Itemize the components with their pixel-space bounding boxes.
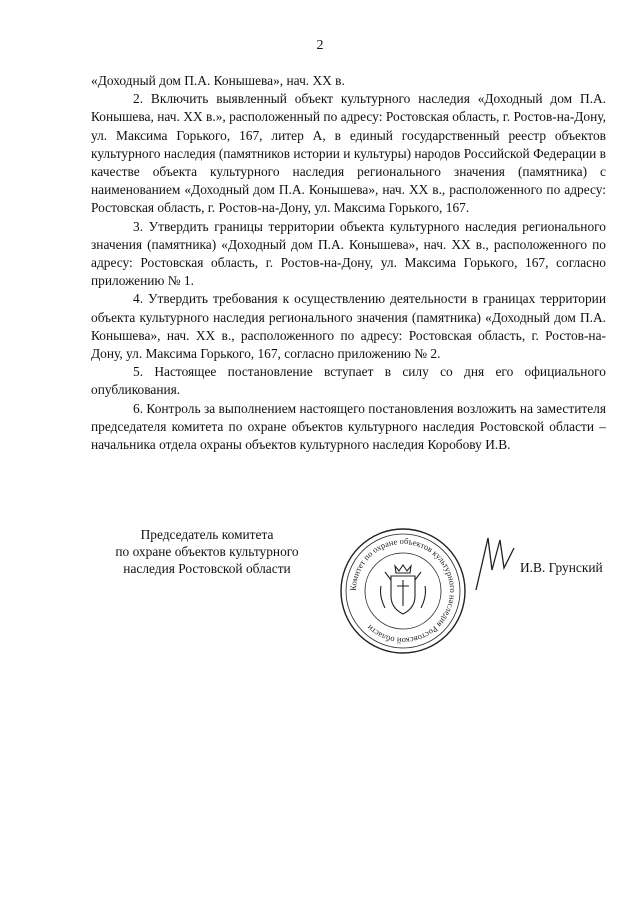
coat-of-arms-icon: [381, 565, 426, 614]
signature-block: [0, 526, 640, 656]
paragraph-3: 3. Утвердить границы территории объекта культурного наследия регионального значения (памятника) «Доходный дом П.А. Конышева», нач. XX в., расположенного по адресу: Ростовская область, г. Ростов-на-Дону, ул. Максима Горького, 167, согласно приложению № 1.: [91, 218, 606, 289]
signer-name: И.В. Грунский: [520, 560, 603, 575]
page-number: 2: [316, 38, 324, 53]
paragraph-2: 2. Включить выявленный объект культурного наследия «Доходный дом П.А. Конышева, нач. XX в.», расположенный по адресу: Ростовская область, г. Ростов-на-Дону, ул. Максима Горького, 167, литер А, в единый государственный реестр объектов культурного наследия (памятников истории и культуры) народов Российской Федерации в качестве объекта культурного наследия регионального значения (памятника) с наименованием «Доходный дом П.А. Конышева», нач. XX в., расположенного по адресу: Ростовская область, г. Ростов-на-Дону, ул. Максима Горького, 167.: [91, 91, 606, 216]
signer-title-line-3: наследия Ростовской области: [123, 561, 291, 576]
paragraph-6: 6. Контроль за выполнением настоящего постановления возложить на заместителя председателя комитета по охране объектов культурного наследия Ростовской области – начальника отдела охраны объектов культурного наследия Коробову И.В.: [91, 400, 606, 453]
signer-title-line-2: по охране объектов культурного: [115, 544, 299, 559]
stamp-ring-text: Комитет по охране объектов культурного наследия Ростовской области: [347, 535, 459, 647]
intro-line: «Доходный дом П.А. Конышева», нач. XX в.: [91, 73, 345, 88]
paragraph-5: 5. Настоящее постановление вступает в силу со дня его официального опубликования.: [91, 364, 606, 398]
signer-title: [92, 526, 322, 577]
paragraph-4: 4. Утвердить требования к осуществлению деятельности в границах территории объекта культурного наследия регионального значения (памятника) «Доходный дом П.А. Конышева», нач. XX в., расположенного по адресу: Ростовская область, г. Ростов-на-Дону, ул. Максима Горького, 167, согласно приложению № 2.: [91, 291, 606, 362]
signer-title-line-1: Председатель комитета: [140, 527, 274, 542]
official-stamp-icon: [333, 526, 473, 656]
handwritten-signature-icon: [470, 530, 520, 600]
document-body: [91, 72, 606, 454]
